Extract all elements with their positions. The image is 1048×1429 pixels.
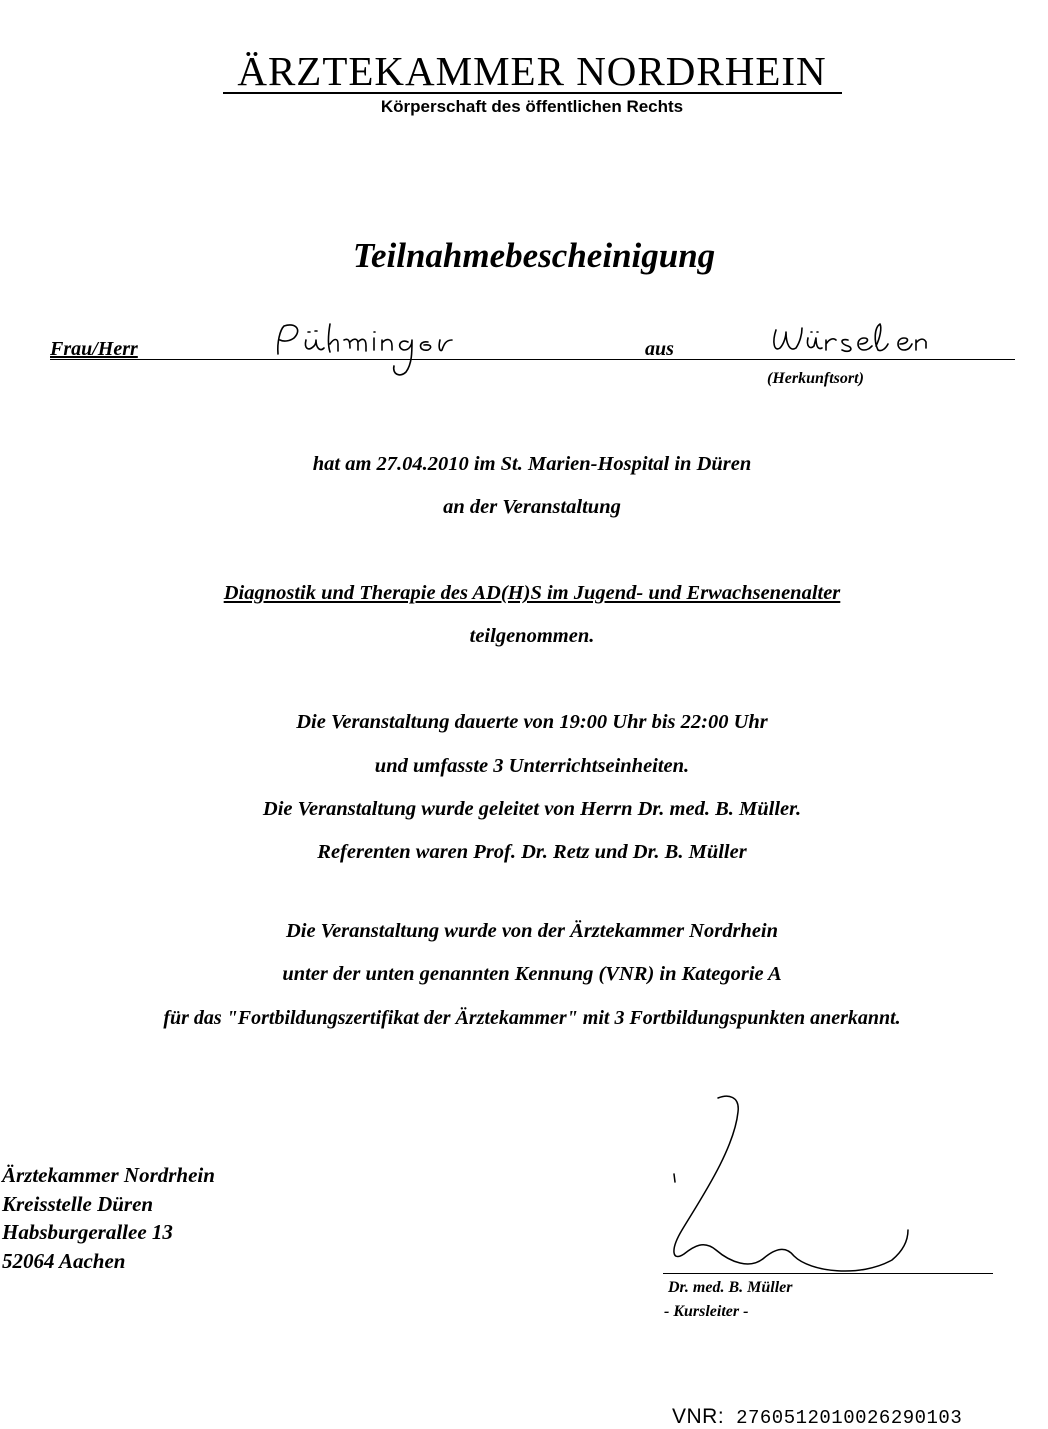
course-title-wrapper <box>0 580 1048 606</box>
signature-image <box>660 1090 920 1280</box>
address-line-organization: Ärztekammer Nordrhein <box>2 1163 215 1187</box>
signer-role: - Kursleiter - <box>664 1303 749 1320</box>
header-rule <box>223 92 842 94</box>
accreditation-line2: unter der unten genannten Kennung (VNR) in Kategorie A <box>282 963 782 985</box>
sender-address <box>2 1161 215 1275</box>
participated-text: teilgenommen. <box>469 625 595 647</box>
signature-line <box>663 1273 993 1274</box>
accreditation-line1: Die Veranstaltung wurde von der Ärztekammer Nordrhein <box>285 920 779 942</box>
participant-label: Frau/Herr <box>50 338 138 360</box>
address-line-city: 52064 Aachen <box>2 1248 126 1273</box>
event-speakers: Referenten waren Prof. Dr. Retz und Dr. B. Müller <box>317 841 747 863</box>
organization-subtitle: Körperschaft des öffentlichen Rechts <box>380 97 684 116</box>
accreditation-line3: für das "Fortbildungszertifikat der Ärztekammer" mit 3 Fortbildungspunkten anerkannt. <box>163 1007 901 1029</box>
vnr-identifier <box>672 1406 962 1429</box>
teaching-units: und umfasste 3 Unterrichtseinheiten. <box>374 755 690 777</box>
handwritten-origin <box>768 318 938 368</box>
handwritten-name <box>268 318 468 388</box>
document-title: Teilnahmebescheinigung <box>352 236 716 275</box>
organization-name: ÄRZTEKAMMER NORDRHEIN <box>237 48 827 94</box>
course-title: Diagnostik und Therapie des AD(H)S im Jugend- und Erwachsenenalter <box>223 582 841 604</box>
event-duration: Die Veranstaltung dauerte von 19:00 Uhr bis 22:00 Uhr <box>296 711 768 733</box>
event-date-location: hat am 27.04.2010 im St. Marien-Hospital in Düren <box>312 453 752 475</box>
vnr-number: 2760512010026290103 <box>736 1407 963 1429</box>
event-director: Die Veranstaltung wurde geleitet von Herrn Dr. med. B. Müller. <box>262 798 802 820</box>
from-label: aus <box>645 338 674 360</box>
origin-caption: (Herkunftsort) <box>767 370 864 387</box>
address-line-branch: Kreisstelle Düren <box>2 1191 154 1216</box>
vnr-label: VNR: <box>672 1405 725 1428</box>
event-intro: an der Veranstaltung <box>443 496 621 518</box>
address-line-street: Habsburgerallee 13 <box>2 1220 173 1244</box>
signer-name: Dr. med. B. Müller <box>668 1279 793 1296</box>
